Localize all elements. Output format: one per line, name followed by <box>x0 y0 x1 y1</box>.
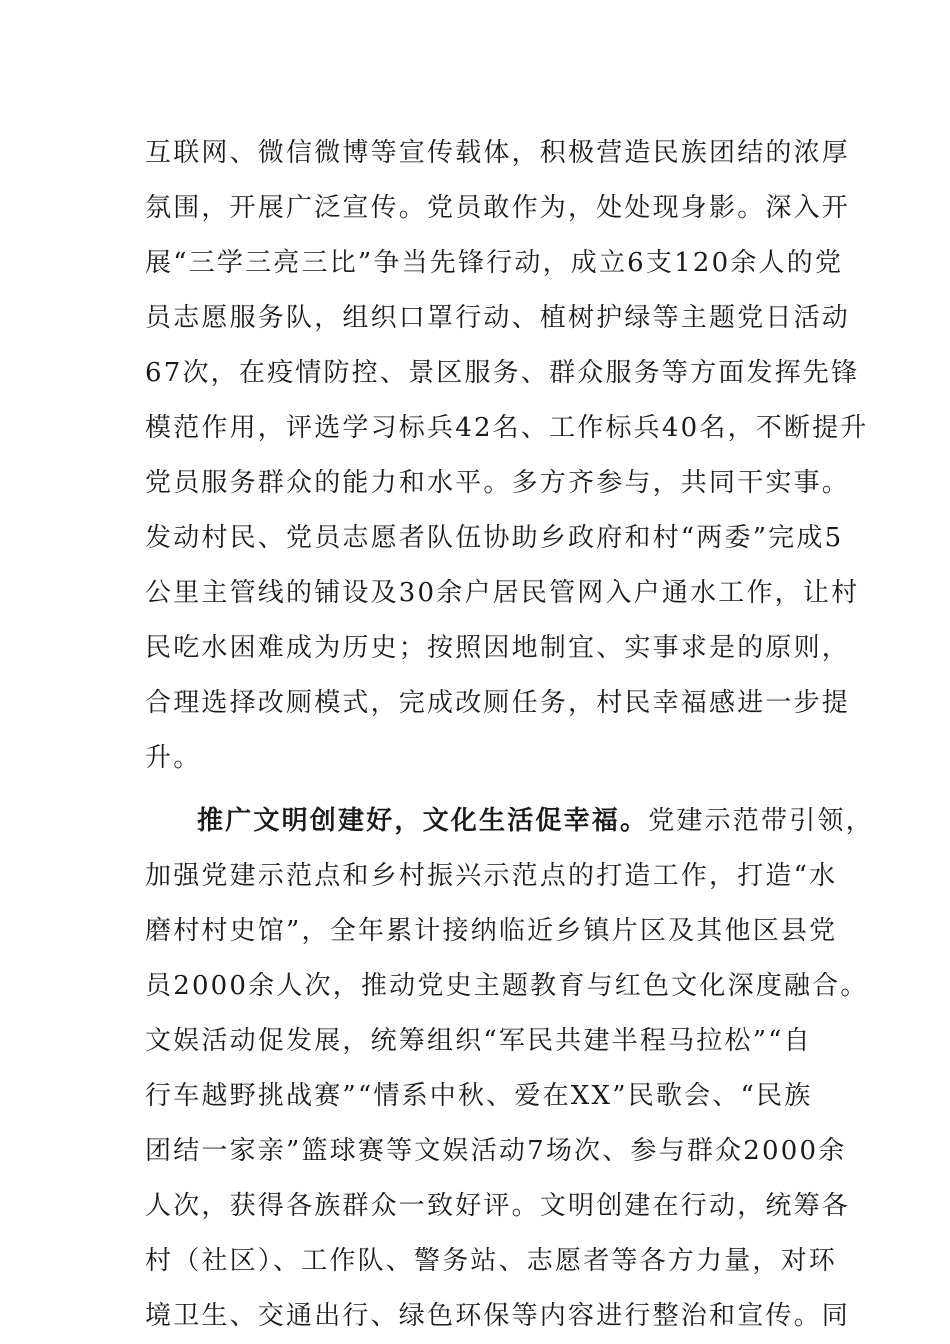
text-line: 村（社区）、工作队、警务站、志愿者等各方力量，对环 <box>145 1246 838 1276</box>
text-run: 党建示范带引领， <box>648 806 874 836</box>
text-line: 境卫生、交通出行、绿色环保等内容进行整治和宣传。同 <box>145 1301 851 1331</box>
text-line: 磨村村史馆”，全年累计接纳临近乡镇片区及其他区县党 <box>145 916 838 946</box>
text-line: 升。 <box>145 743 202 773</box>
text-line: 行车越野挑战赛”“情系中秋、爱在XX”民歌会、“民族 <box>145 1081 813 1111</box>
text-line: 发动村民、党员志愿者队伍协助乡政府和村“两委”完成5 <box>145 523 844 553</box>
text-line: 党员服务群众的能力和水平。多方齐参与，共同干实事。 <box>145 468 851 498</box>
paragraph-2 <box>145 794 874 1344</box>
text-line: 互联网、微信微博等宣传载体，积极营造民族团结的浓厚 <box>145 138 851 168</box>
paragraph-1 <box>145 126 869 786</box>
text-line: 氛围，开展广泛宣传。党员敢作为，处处现身影。深入开 <box>145 193 851 223</box>
paragraph-first-line <box>145 794 874 849</box>
text-line: 加强党建示范点和乡村振兴示范点的打造工作，打造“水 <box>145 861 838 891</box>
text-line: 团结一家亲”篮球赛等文娱活动7场次、参与群众2000余 <box>145 1136 847 1166</box>
text-line: 模范作用，评选学习标兵42名、工作标兵40名，不断提升 <box>145 413 869 443</box>
text-line: 67次，在疫情防控、景区服务、群众服务等方面发挥先锋 <box>145 358 860 388</box>
document-body <box>145 126 874 1344</box>
text-line: 人次，获得各族群众一致好评。文明创建在行动，统筹各 <box>145 1191 851 1221</box>
text-line: 展“三学三亮三比”争当先锋行动，成立6支120余人的党 <box>145 248 844 278</box>
text-line: 文娱活动促发展，统筹组织“军民共建半程马拉松”“自 <box>145 1026 812 1056</box>
paragraph-heading: 推广文明创建好，文化生活促幸福。 <box>197 806 649 836</box>
text-line: 民吃水困难成为历史；按照因地制宜、实事求是的原则， <box>145 633 851 663</box>
text-line: 公里主管线的铺设及30余户居民管网入户通水工作，让村 <box>145 578 860 608</box>
text-line: 员2000余人次，推动党史主题教育与红色文化深度融合。 <box>145 971 869 1001</box>
text-line: 合理选择改厕模式，完成改厕任务，村民幸福感进一步提 <box>145 688 851 718</box>
text-line: 员志愿服务队，组织口罩行动、植树护绿等主题党日活动 <box>145 303 851 333</box>
